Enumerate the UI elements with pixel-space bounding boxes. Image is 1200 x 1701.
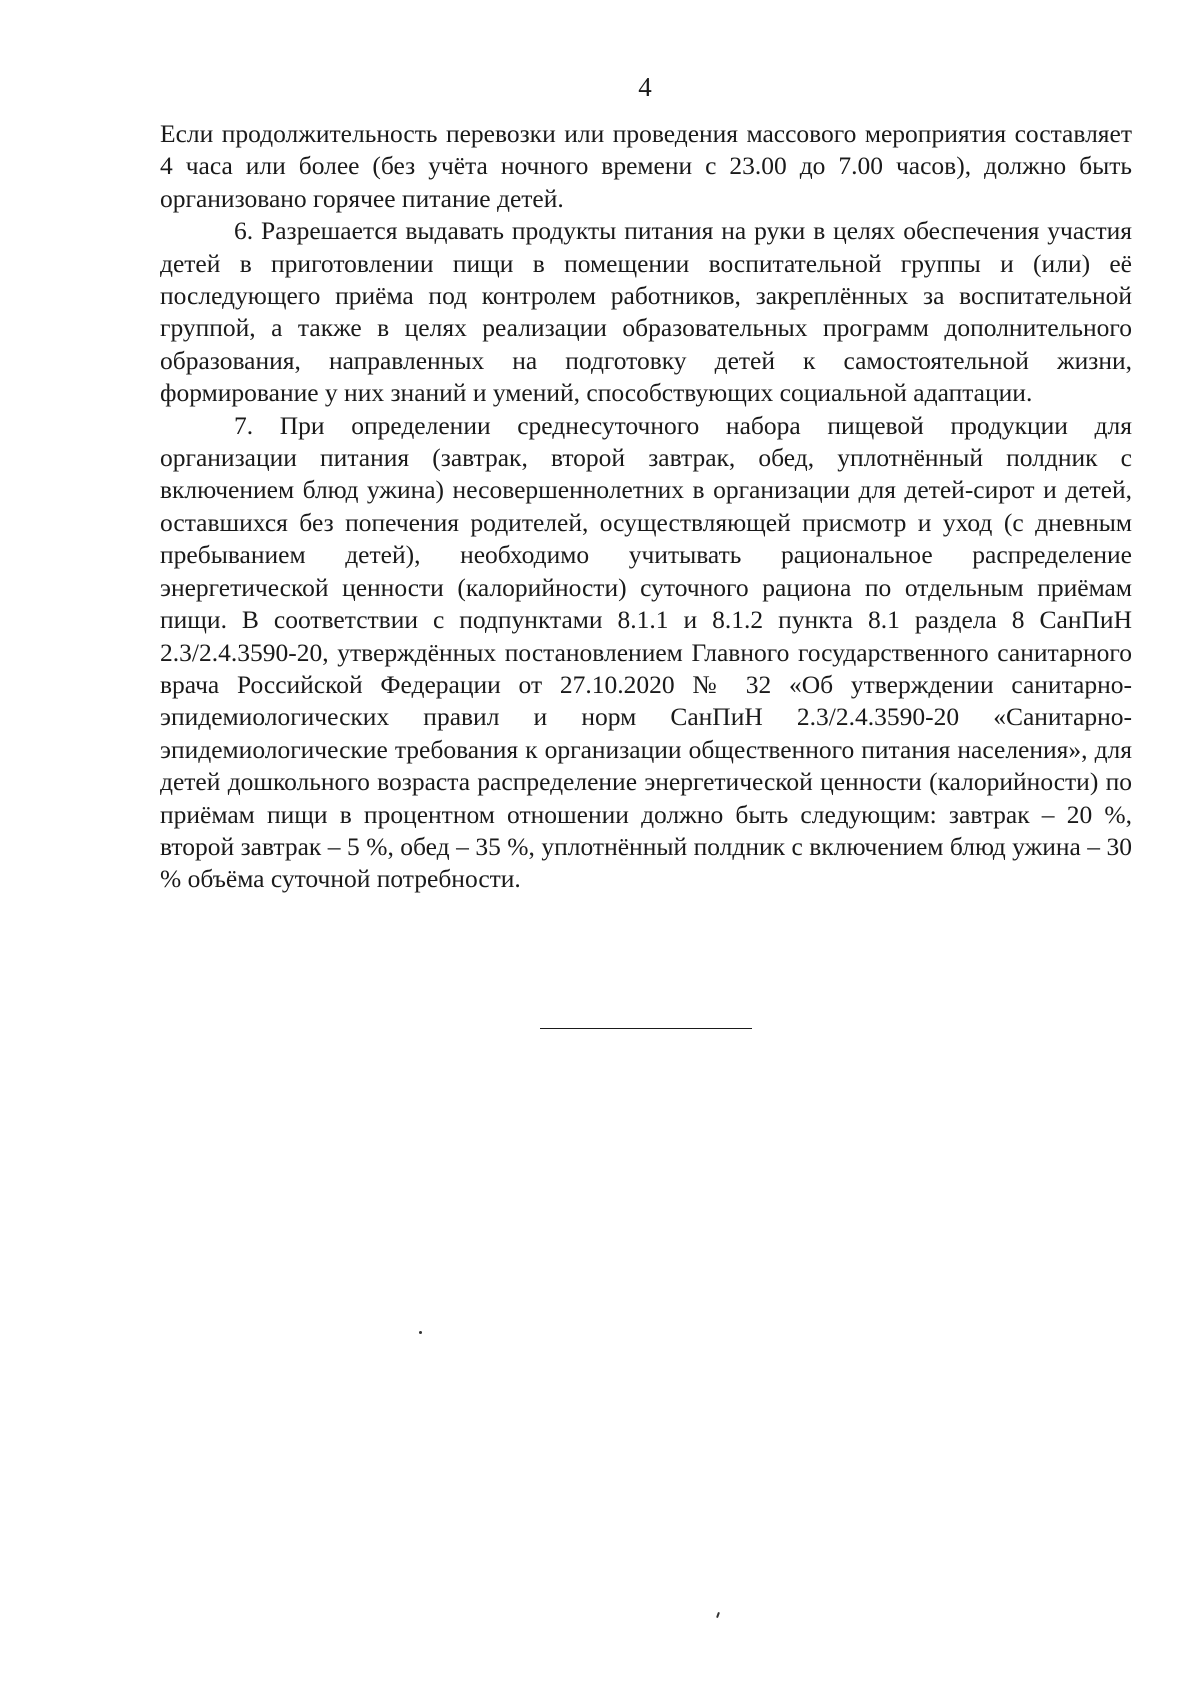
document-body bbox=[160, 118, 1132, 896]
scan-speck bbox=[716, 1612, 720, 1618]
paragraph-item-6: 6. Разрешается выдавать продукты питания на руки в целях обеспечения участия детей в приготовлении пищи в помещении воспитательной группы и (или) её последующего приёма под контролем работников, закреплённых за воспитательной группой, а также в целях реализации образовательных программ дополнительного образования, направленных на подготовку детей к самостоятельной жизни, формирование у них знаний и умений, способствующих социальной адаптации. bbox=[160, 216, 1132, 408]
paragraph-item-7: 7. При определении среднесуточного набора пищевой продукции для организации питания (завтрак, второй завтрак, обед, уплотнённый полдник с включением блюд ужина) несовершеннолетних в организации для детей-сирот и детей, оставшихся без попечения родителей, осуществляющей присмотр и уход (с дневным пребыванием детей), необходимо учитывать рациональное распределение энергетической ценности (калорийности) суточного рациона по отдельным приёмам пищи. В соответствии с подпунктами 8.1.1 и 8.1.2 пункта 8.1 раздела 8 СанПиН 2.3/2.4.3590-20, утверждённых постановлением Главного государственного санитарного врача Российской Федерации от 27.10.2020 № 32 «Об утверждении санитарно-эпидемиологических правил и норм СанПиН 2.3/2.4.3590-20 «Санитарно-эпидемиологические требования к организации общественного питания населения», для детей дошкольного возраста распределение энергетической ценности (калорийности) по приёмам пищи в процентном отношении должно быть следующим: завтрак – 20 %, второй завтрак – 5 %, обед – 35 %, уплотнённый полдник с включением блюд ужина – 30 % объёма суточной потребности. bbox=[160, 410, 1132, 894]
scan-speck bbox=[419, 1331, 422, 1334]
end-of-text-rule bbox=[540, 1028, 752, 1029]
page-number: 4 bbox=[638, 72, 652, 102]
paragraph-continuation: Если продолжительность перевозки или проведения массового мероприятия составляет 4 часа или более (без учёта ночного времени с 23.00 до 7.00 часов), должно быть организовано горячее питание детей. bbox=[160, 119, 1132, 213]
